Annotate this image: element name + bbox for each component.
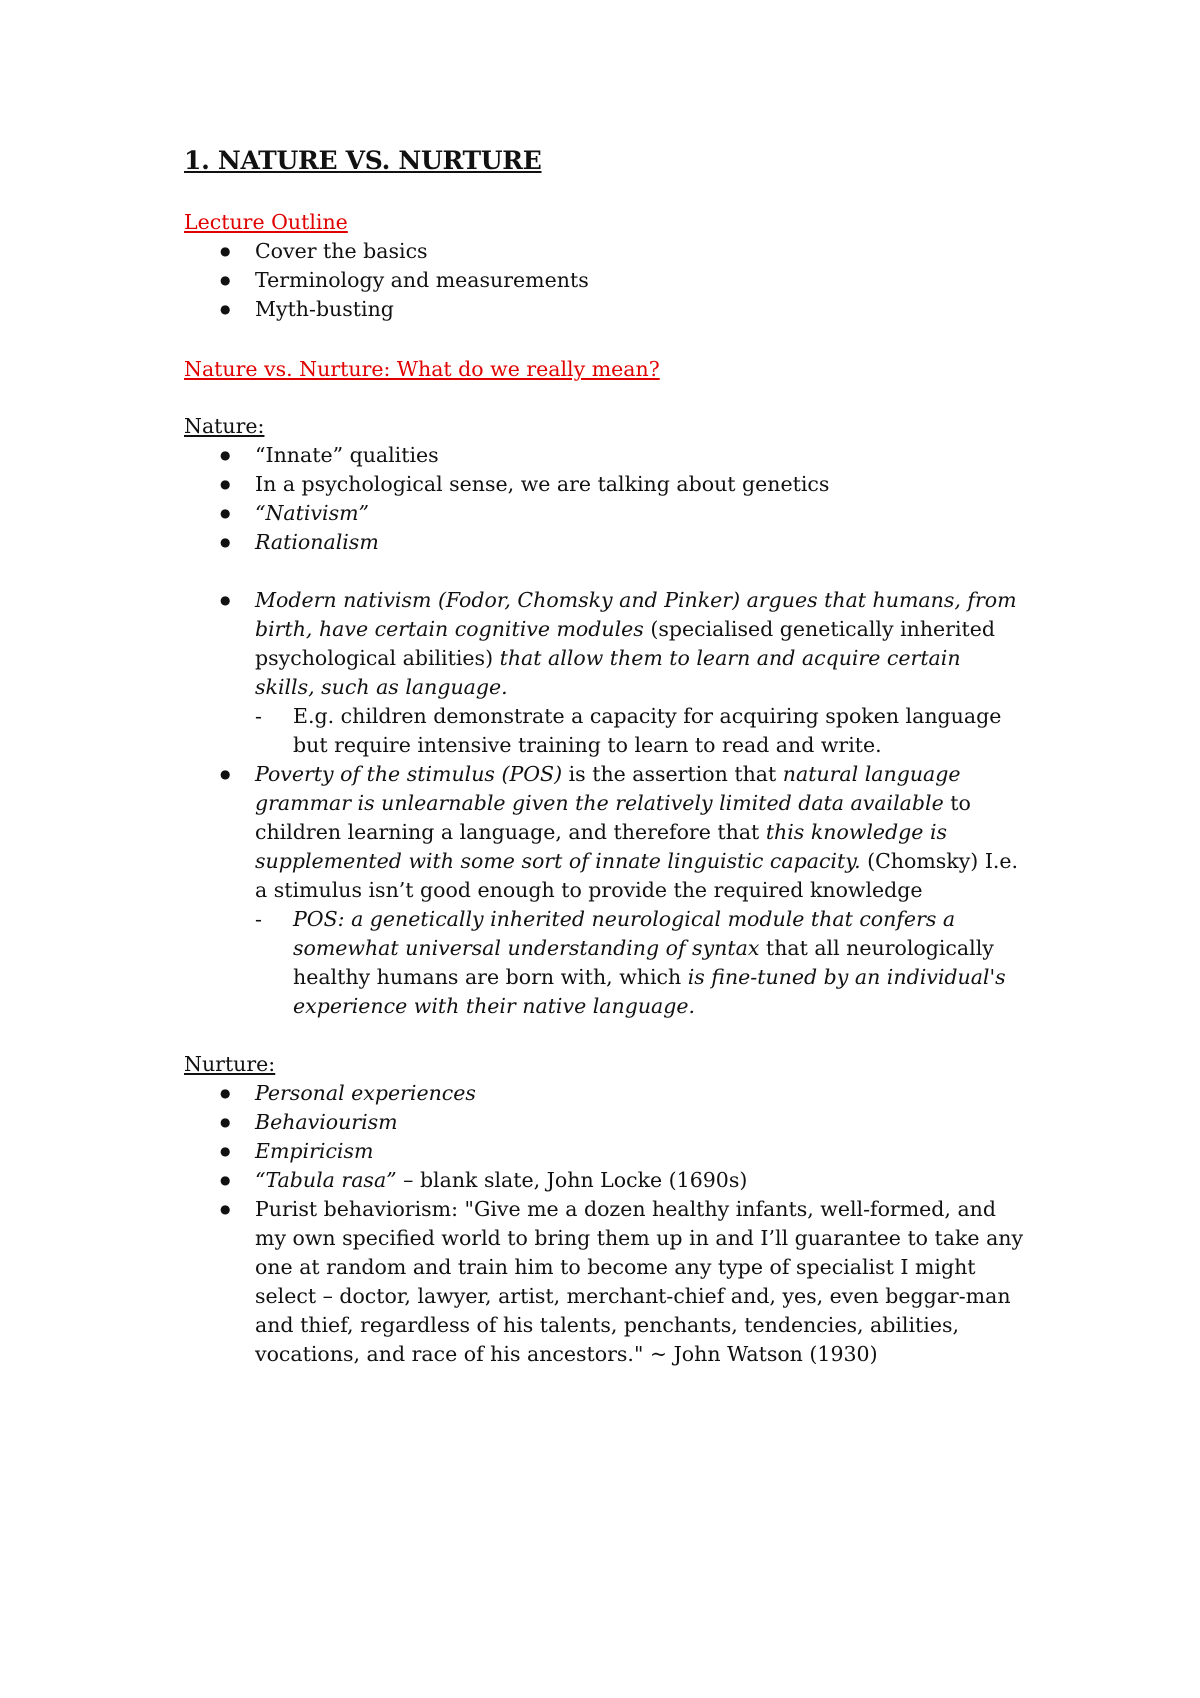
pos-text-italic: this knowledge is supplemented with some sort of innate linguistic capacity. xyxy=(255,820,948,873)
page-title: 1. NATURE VS. NURTURE xyxy=(184,146,542,175)
list-item xyxy=(0,499,1025,528)
pos-text: is the assertion that xyxy=(562,762,783,786)
rationalism-text: Rationalism xyxy=(255,530,379,554)
sub-item-example: - E.g. children demonstrate a capacity for acquiring spoken language but require intensive training to learn to read and write. xyxy=(255,702,1025,760)
list-item-purist-behaviorism: ● Purist behaviorism: "Give me a dozen healthy infants, well-formed, and my own specified world to bring them up in and I’ll guarantee to take any one at random and train him to become any type of specialist I might select – doctor, lawyer, artist, merchant-chief and, yes, even beggar-man and thief, regardless of his talents, penchants, tendencies, abilities, vocations, and race of his ancestors." ~ John Watson (1930) xyxy=(0,1195,1025,1369)
nurture-item-text: Personal experiences xyxy=(255,1081,476,1105)
nurture-heading: Nurture: xyxy=(184,1052,276,1076)
list-item-tabula-rasa xyxy=(0,1166,1025,1195)
list-item xyxy=(0,1108,1025,1137)
nativism-text: “Nativism” xyxy=(255,501,370,525)
nature-heading: Nature: xyxy=(184,414,265,438)
nurture-list xyxy=(0,1079,1025,1369)
list-item xyxy=(0,528,1025,557)
pos-text: to children learning a language, and therefore that xyxy=(255,791,971,844)
pos-term: Poverty of the stimulus (POS) xyxy=(255,762,563,786)
meaning-heading: Nature vs. Nurture: What do we really mean? xyxy=(184,357,660,381)
nurture-item-text: Empiricism xyxy=(255,1139,374,1163)
nature-detail-list xyxy=(0,586,1025,1021)
modern-nativism-text-end: that allow them to learn and acquire certain skills, such as language. xyxy=(255,646,961,699)
list-item: ● Cover the basics xyxy=(0,237,1025,266)
list-item-modern-nativism xyxy=(0,586,1025,760)
pos-text: (Chomsky) I.e. a stimulus isn’t good enough to provide the required knowledge xyxy=(255,849,1019,902)
tabula-rasa-text: – blank slate, John Locke (1690s) xyxy=(396,1168,748,1192)
list-item xyxy=(0,1079,1025,1108)
modern-nativism-text: Modern nativism (Fodor, Chomsky and Pinker) argues that humans, from birth, have certain cognitive modules xyxy=(255,588,1017,641)
outline-heading: Lecture Outline xyxy=(184,210,348,234)
outline-list xyxy=(0,237,1025,324)
pos-text-italic: natural language grammar is unlearnable given the relatively limited data available xyxy=(255,762,961,815)
list-item: ● “Innate” qualities xyxy=(0,441,1025,470)
list-item: ● Terminology and measurements xyxy=(0,266,1025,295)
list-item: ● In a psychological sense, we are talking about genetics xyxy=(0,470,1025,499)
pos-sub-text: that all neurologically healthy humans are born with, which xyxy=(293,936,994,989)
sub-item-pos xyxy=(255,905,1025,1021)
pos-sub-italic-end: is fine-tuned by an individual's experience with their native language. xyxy=(293,965,1006,1018)
modern-nativism-gloss: (specialised genetically inherited psychological abilities) xyxy=(255,617,996,670)
pos-sub-italic: POS: a genetically inherited neurological module that confers a somewhat universal understanding of syntax xyxy=(293,907,956,960)
list-item-pos xyxy=(0,760,1025,1021)
tabula-rasa-term: “Tabula rasa” xyxy=(255,1168,397,1192)
nature-list xyxy=(0,441,1025,557)
nurture-item-text: Behaviourism xyxy=(255,1110,398,1134)
list-item: ● Myth-busting xyxy=(0,295,1025,324)
list-item xyxy=(0,1137,1025,1166)
